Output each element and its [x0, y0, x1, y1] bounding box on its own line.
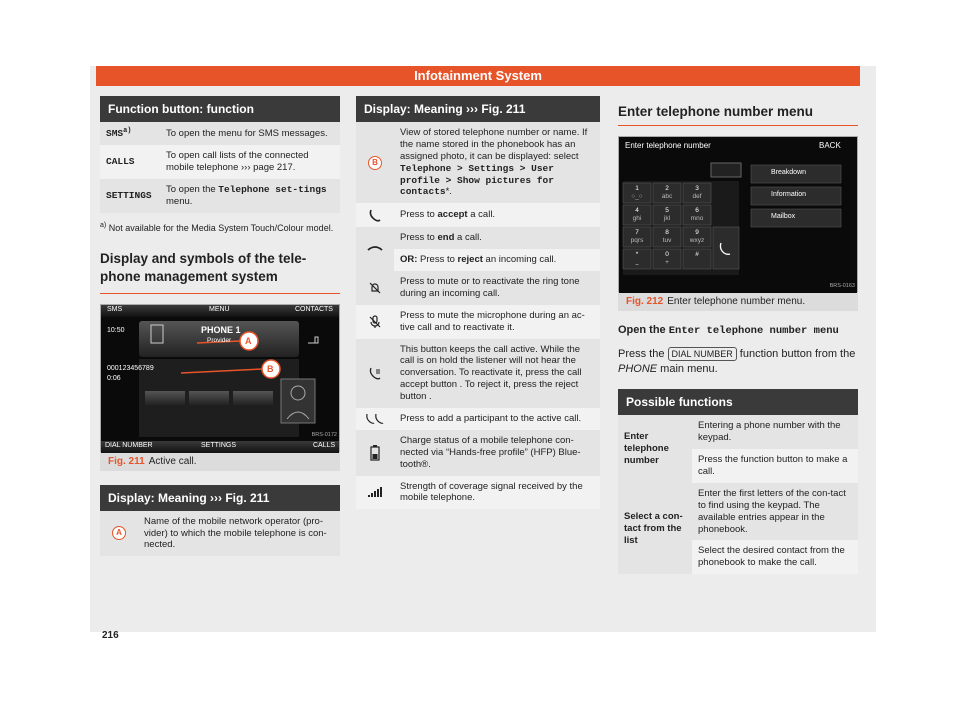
table-row — [100, 122, 340, 145]
table-heading: Display: Meaning ››› Fig. 211 — [356, 96, 600, 122]
display-table-b — [356, 96, 600, 509]
key-digit: 3 — [695, 185, 699, 192]
table-row — [356, 271, 600, 305]
key-sub: abc — [661, 193, 673, 200]
figure-code: BRS-0163 — [829, 283, 855, 289]
display-desc: Press to mute or to reactivate the ring tone during an incoming call. — [394, 271, 600, 305]
figure-211 — [100, 304, 340, 471]
key-sub: wxyz — [689, 237, 705, 244]
para-text: main menu. — [657, 363, 718, 376]
key-digit: 9 — [695, 229, 699, 236]
footnote — [100, 221, 340, 235]
para-italic: PHONE — [618, 363, 658, 376]
para-text: Press the — [618, 347, 668, 360]
desc-text: an incoming call. — [482, 254, 557, 266]
page-header: Infotainment System — [96, 66, 860, 86]
keypad-key — [623, 205, 651, 225]
key-digit: 5 — [665, 207, 669, 214]
key-sub: jkl — [663, 215, 671, 222]
page-number: 216 — [102, 630, 119, 641]
table-heading: Function button: function — [100, 96, 340, 122]
column-right — [618, 96, 858, 574]
screen-sms: SMS — [107, 305, 123, 313]
key-sub: tuv — [662, 237, 672, 244]
add-participant-icon — [356, 408, 394, 430]
keypad-key — [653, 205, 681, 225]
marker-b: B — [267, 363, 274, 374]
signal-icon — [356, 476, 394, 510]
desc-bold: end — [437, 232, 455, 244]
key-digit: 0 — [665, 251, 669, 258]
keypad-key — [683, 205, 711, 225]
table-row — [356, 203, 600, 227]
key-sub: ⎵ — [635, 259, 639, 266]
desc-text: View of stored telephone number or name. If the name stored in the phonebook has an assigned photo, it can be displayed: select — [400, 127, 588, 162]
screen-dial-number: DIAL NUMBER — [105, 441, 153, 449]
key-digit: 2 — [665, 185, 669, 192]
table-row — [356, 476, 600, 510]
keypad-key — [623, 227, 651, 247]
active-call-screen — [100, 304, 340, 452]
screen-contacts: CONTACTS — [295, 305, 333, 313]
desc-text: a call. — [454, 232, 482, 244]
keypad-key — [683, 227, 711, 247]
table-heading: Possible functions — [618, 389, 858, 415]
display-table-a — [100, 485, 340, 557]
function-desc: Entering a phone number with the keypad. — [692, 415, 858, 449]
screen-phone: PHONE 1 — [201, 324, 241, 335]
display-desc: Charge status of a mobile telephone con-nected via “Hands-free profile” (HFP) Blue-tooth®. — [394, 430, 600, 476]
phone-end-icon — [356, 227, 394, 271]
function-key: Enter telephone number — [618, 415, 692, 483]
footnote-mark: a) — [100, 221, 107, 229]
desc-bold: reject — [457, 254, 483, 266]
table-row — [356, 339, 600, 408]
screen-time: 10:50 — [107, 326, 125, 334]
desc-text: menu. — [166, 195, 193, 207]
marker-a-badge: A — [112, 526, 126, 540]
battery-icon — [356, 430, 394, 476]
display-desc: Press to add a participant to the active call. — [394, 408, 600, 430]
back-button: BACK — [819, 141, 841, 150]
side-breakdown: Breakdown — [771, 169, 807, 176]
side-mailbox: Mailbox — [771, 213, 796, 220]
key-sub: pqrs — [630, 237, 644, 244]
possible-functions-table — [618, 389, 858, 574]
desc-bold: OR: — [400, 254, 418, 266]
desc-text: Press to — [417, 254, 458, 266]
function-key: SMS — [106, 128, 124, 140]
marker-b-badge: B — [368, 156, 382, 170]
keypad-key — [653, 227, 681, 247]
function-desc: Enter the first letters of the con-tact to find using the keypad. The available entries appear in the phonebook. — [692, 483, 858, 541]
table-row — [356, 408, 600, 430]
mic-mute-icon — [356, 305, 394, 339]
instruction-paragraph — [618, 347, 858, 378]
table-row — [100, 179, 340, 213]
menu-path: Telephone > Settings > User profile > Show pictures for contacts — [400, 162, 554, 198]
column-middle — [356, 96, 600, 509]
figure-caption — [100, 452, 340, 471]
key-digit: 7 — [635, 229, 639, 236]
menu-path: Telephone set-tings — [218, 183, 327, 195]
footnote-text: Not available for the Media System Touch/Colour model. — [108, 222, 334, 233]
screen-duration: 0:06 — [107, 374, 121, 382]
function-key: SETTINGS — [100, 179, 160, 213]
caption-text: Enter telephone number menu. — [667, 296, 806, 307]
display-desc: Press to mute the microphone during an ac-tive call and to reactivate it. — [394, 305, 600, 339]
keypad-key — [653, 183, 681, 203]
key-digit: # — [695, 251, 699, 258]
desc-text: To open the — [166, 183, 219, 195]
side-information: Information — [771, 191, 807, 198]
section-title: Display and symbols of the tele-phone management system — [100, 250, 340, 293]
desc-text: *. — [445, 186, 452, 198]
key-sub: + — [665, 259, 669, 266]
table-row — [356, 430, 600, 476]
keypad-key — [653, 249, 681, 269]
menu-name: Enter telephone number menu — [668, 325, 839, 337]
display-desc: This button keeps the call active. While the call is on hold the listener will not hear the conversation. To reactivate it, press the call accept button . To reject it, press the reject button . — [394, 339, 600, 408]
keypad-key — [623, 183, 651, 203]
table-row — [100, 511, 340, 557]
key-sub: def — [692, 193, 702, 200]
key-digit: 6 — [695, 207, 699, 214]
figure-number: Fig. 212 — [626, 296, 664, 307]
table-row — [356, 305, 600, 339]
column-left — [100, 96, 340, 556]
key-digit: 8 — [665, 229, 669, 236]
key-digit: 4 — [635, 207, 639, 214]
keypad-key — [683, 249, 711, 269]
footnote-mark: a) — [123, 127, 132, 135]
function-desc: Press the function button to make a call. — [692, 449, 858, 483]
table-row — [356, 122, 600, 203]
screen-settings: SETTINGS — [201, 441, 237, 449]
figure-code: BRS-0172 — [311, 431, 337, 438]
figure-212 — [618, 136, 858, 311]
figure-number: Fig. 211 — [108, 455, 145, 467]
function-desc: Select the desired contact from the phonebook to make the call. — [692, 540, 858, 574]
display-desc: Name of the mobile network operator (pro-vider) to which the mobile telephone is con-nected. — [138, 511, 340, 557]
display-desc: Strength of coverage signal received by the mobile telephone. — [394, 476, 600, 510]
caption-text: Active call. — [148, 455, 197, 467]
dial-screen — [618, 136, 858, 292]
table-row — [618, 483, 858, 541]
key-sub: ○_○ — [631, 193, 643, 200]
function-button-table — [100, 96, 340, 213]
function-desc: To open the menu for SMS messages. — [160, 122, 340, 145]
key-sub: ghi — [632, 215, 642, 222]
key-digit: 1 — [635, 185, 639, 192]
open-title — [618, 323, 858, 339]
keypad-key — [623, 249, 651, 269]
para-text: function button from the — [736, 347, 856, 360]
table-heading: Display: Meaning ››› Fig. 211 — [100, 485, 340, 511]
table-row — [618, 415, 858, 449]
screen-provider: Provider — [207, 336, 232, 344]
screen-menu: MENU — [209, 305, 230, 313]
key-digit: * — [635, 251, 639, 258]
dial-number-button-label: DIAL NUMBER — [668, 347, 737, 362]
screen-title: Enter telephone number — [625, 141, 711, 150]
desc-text: Press to — [400, 232, 438, 244]
keypad-key — [683, 183, 711, 203]
open-title-text: Open the — [618, 324, 669, 336]
key-sub: mno — [690, 215, 704, 222]
figure-caption — [618, 292, 858, 311]
marker-a: A — [245, 335, 252, 346]
function-key: CALLS — [100, 145, 160, 179]
desc-bold: accept — [437, 209, 468, 221]
screen-calls: CALLS — [313, 441, 336, 449]
function-desc: To open call lists of the connected mobile telephone ››› page 217. — [160, 145, 340, 179]
hold-call-icon — [356, 339, 394, 408]
desc-text: Press to — [400, 209, 438, 221]
table-row — [100, 145, 340, 179]
bell-mute-icon — [356, 271, 394, 305]
screen-number: 000123456789 — [107, 364, 154, 372]
desc-text: a call. — [467, 209, 496, 221]
keypad — [623, 183, 713, 269]
table-row — [356, 227, 600, 249]
function-key: Select a con-tact from the list — [618, 483, 692, 574]
phone-accept-icon — [356, 203, 394, 227]
section-heading: Enter telephone number menu — [618, 104, 858, 126]
